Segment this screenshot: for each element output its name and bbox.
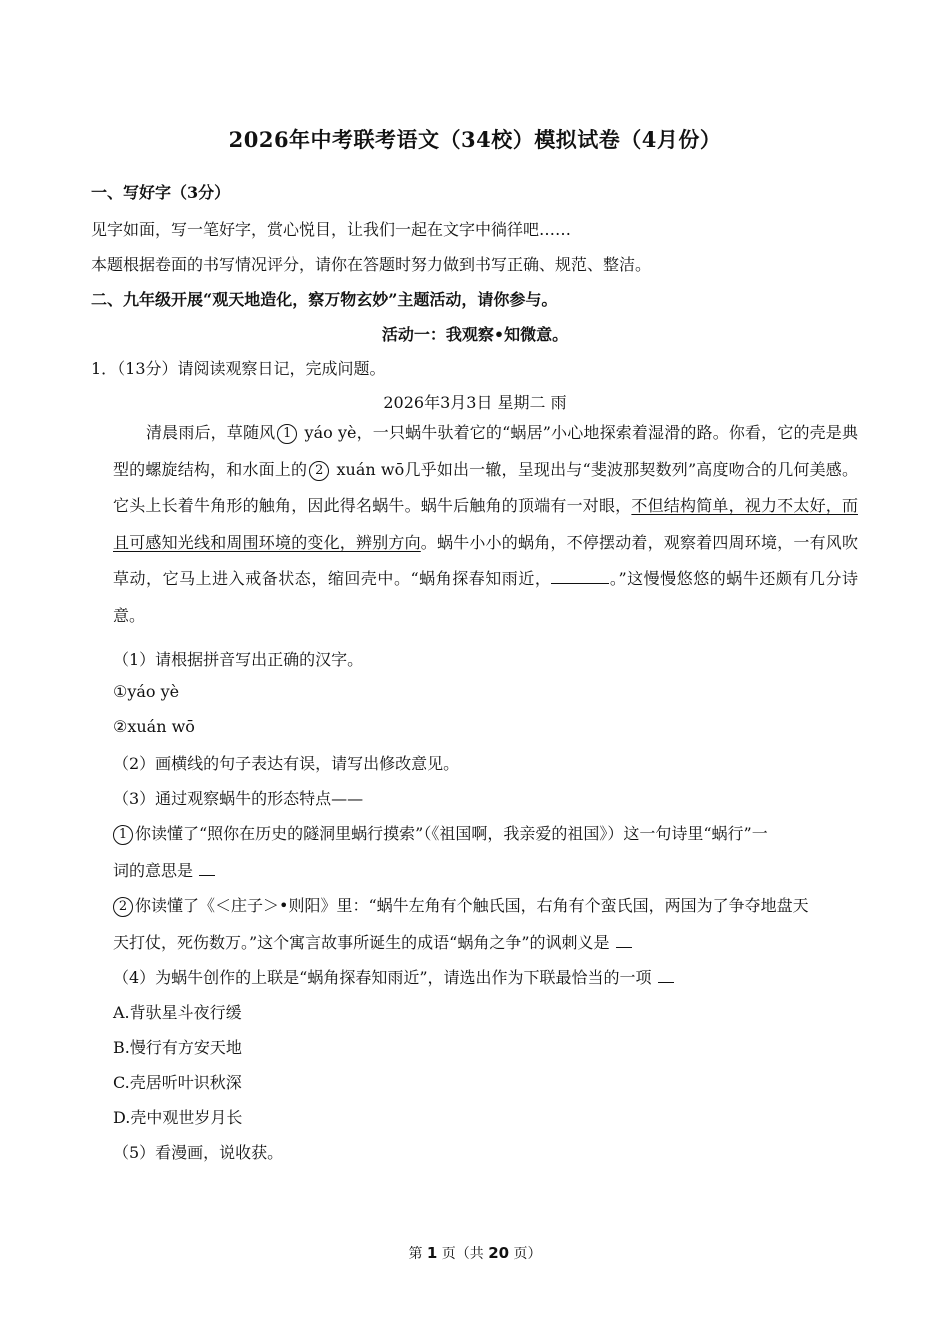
subquestion-3-2-text-b: 天打仗，死伤数万。”这个寓言故事所诞生的成语“蜗角之争”的讽刺义是 [113,933,610,952]
question1-intro: 1．（13分）请阅读观察日记，完成问题。 [91,359,386,378]
subquestion-2: （2）画横线的句子表达有误，请写出修改意见。 [113,754,460,773]
subquestion-1: （1）请根据拼音写出正确的汉字。 [113,650,364,669]
section1-line2: 本题根据卷面的书写情况评分，请你在答题时努力做到书写正确、规范、整洁。 [91,255,652,274]
subquestion-5: （5）看漫画，说收获。 [113,1143,284,1162]
circle-number-2: 2 [309,461,329,481]
footer-page-number: 1 [426,1244,438,1262]
option-c: C.壳居听叶识秋深 [113,1073,242,1092]
circle-number-3-1: 1 [113,825,133,845]
diary-paragraph [113,415,858,634]
underlined-sentence: 不但结构简单，视力不太好，而且可感知光线和周围环境的变化，辨别方向 [113,496,858,552]
option-b: B.慢行有方安天地 [113,1038,242,1057]
subquestion-3-1-line1 [113,821,768,845]
page-title: 2026年中考联考语文（34校）模拟试卷（4月份） [228,127,722,152]
diary-text-e: 。”这慢慢悠悠的蜗牛还颇有几分诗意。 [113,569,858,625]
diary-text-d: 。蜗牛小小的蜗角，不停摆动着，观察着四周环境，一有风吹草动，它马上进入戒备状态，缩回壳中。“蜗角探春知雨近， [113,532,858,588]
subquestion-3: （3）通过观察蜗牛的形态特点—— [113,789,364,808]
diary-text-a: 清晨雨后，草随风 [146,423,276,442]
subquestion-3-2-text-a: 你读懂了《＜庄子＞•则阳》里：“蜗牛左角有个触氏国，右角有个蛮氏国，两国为了争夺地盘天 [135,896,809,915]
answer-blank-4 [658,968,674,983]
diary-text-b: yáo yè，一只蜗牛驮着它的“蜗居”小心地探索着湿滑的路。你看，它的壳是典型的螺旋结构，和水面上的 [113,423,858,479]
section1-line1: 见字如面，写一笔好字，赏心悦目，让我们一起在文字中徜徉吧…… [91,220,572,239]
footer-total-pages: 20 [488,1244,510,1262]
footer-pre: 第 [408,1246,427,1262]
circle-number-1: 1 [277,424,297,444]
page-footer [0,1243,950,1263]
diary-text-c: xuán wō几乎如出一辙，呈现出与“斐波那契数列”高度吻合的几何美感。它头上长着牛角形的触角，因此得名蜗牛。蜗牛后触角的顶端有一对眼， [113,459,858,515]
footer-post: 页） [509,1246,542,1262]
subquestion-3-1-text-a: 你读懂了“照你在历史的隧洞里蜗行摸索”（《祖国啊，我亲爱的祖国》）这一句诗里“蜗行”一 [135,824,768,843]
option-a: A.背驮星斗夜行缓 [113,1003,242,1022]
subquestion-3-2-line2 [113,930,632,953]
subquestion-1-b: ②xuán wō [113,717,195,736]
subquestion-4 [113,965,674,988]
subquestion-1-a: ①yáo yè [113,682,180,701]
activity-heading: 活动一：我观察•知微意。 [381,325,569,344]
subquestion-3-1-line2 [113,858,215,881]
footer-mid: 页（共 [437,1246,489,1262]
diary-date: 2026年3月3日 星期二 雨 [383,393,567,412]
answer-blank-3-2 [616,933,632,948]
subquestion-3-1-text-b: 词的意思是 [113,861,194,880]
circle-number-3-2: 2 [113,897,133,917]
option-d: D.壳中观世岁月长 [113,1108,243,1127]
poem-blank [551,569,609,584]
answer-blank-3-1 [199,861,215,876]
subquestion-4-text: （4）为蜗牛创作的上联是“蜗角探春知雨近”，请选出作为下联最恰当的一项 [113,968,652,987]
section1-heading: 一、写好字（3分） [91,183,231,202]
section2-heading: 二、九年级开展“观天地造化，察万物玄妙”主题活动，请你参与。 [91,290,558,309]
subquestion-3-2-line1 [113,893,809,917]
